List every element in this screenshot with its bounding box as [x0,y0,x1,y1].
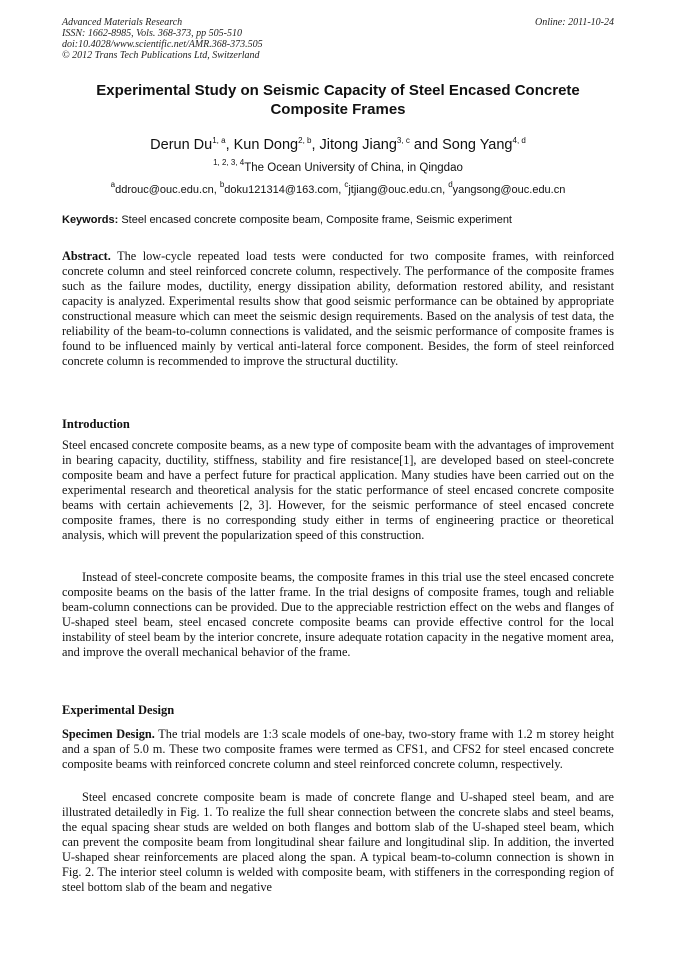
experimental-design-paragraph-2: Steel encased concrete composite beam is made of concrete flange and U-shaped steel beam, and are illustrated detailedly in Fig. 1. To realize the full shear connection between the concrete slabs and steel beams, the equal spacing shear studs are welded on both flanges and bottom slab of the U-shaped steel beam, which can prevent the composite beam from longitudinal shear failure and longitudinal slip. In addition, the inverted U-shaped shear reinforcements are placed along the span. A typical beam-to-column connection is shown in Fig. 2. The interior steel column is welded with composite beam, with stiffeners in the corresponding region of steel bottom slab of the beam and negative [62,790,614,894]
author-affiliation-mark: 2, b [298,136,312,145]
author-affiliation-mark: 3, c [396,136,410,145]
author-name: Derun Du [150,137,213,153]
email-address: jtjiang@ouc.edu.cn [348,184,443,196]
introduction-paragraph-1: Steel encased concrete composite beams, as a new type of composite beam with the advantages of improvement in bearing capacity, ductility, stiffness, stability and fire resistance[1], are developed based on steel-concrete composite beam and have a perfect future for practical application. Many studies have been carried out on the experimental research and theoretical analysis for the static performance of steel encased concrete composite beams with certain achievements [2, 3]. However, for the seismic performance of steel encased concrete composite frames, there is no corresponding study either in terms of engineering practice or theoretical analysis, which will prevent the popularization speed of this construction. [62,438,614,542]
online-date: Online: 2011-10-24 [535,17,614,28]
email-mark: b [219,180,225,189]
abstract [62,249,614,369]
email-address: yangsong@ouc.edu.cn [452,184,566,196]
affiliation-text: The Ocean University of China, in Qingdao [244,162,463,174]
affiliation-marks: 1, 2, 3, 4 [213,158,245,167]
keywords-text: Steel encased concrete composite beam, Composite frame, Seismic experiment [121,214,512,226]
paper-title: Experimental Study on Seismic Capacity of Steel Encased Concrete Composite Frames [96,82,580,118]
journal-name: Advanced Materials Research [62,17,183,28]
specimen-design-paragraph [62,727,614,772]
email-mark: c [344,180,349,189]
author-name: Kun Dong [233,137,299,153]
author-affiliation-mark: 1, a [212,136,226,145]
issn-line: ISSN: 1662-8985, Vols. 368-373, pp 505-510 [62,28,242,39]
author-separator: , [311,137,320,153]
abstract-label: Abstract. [62,249,111,263]
email-mark: a [110,180,116,189]
specimen-design-text: The trial models are 1:3 scale models of one-bay, two-story frame with 1.2 m storey height and a span of 5.0 m. These two composite frames were termed as CFS1, and CFS2 for steel encased concrete composite beams with reinforced concrete column and steel reinforced concrete column, respectively. [62,727,615,771]
author-separator: and [409,137,443,153]
author-list [62,131,614,155]
introduction-heading: Introduction [62,417,130,431]
email-mark: d [448,180,453,189]
copyright-line: © 2012 Trans Tech Publications Ltd, Switzerland [62,50,260,61]
experimental-design-heading: Experimental Design [62,703,175,717]
keywords-label: Keywords: [62,214,119,226]
author-emails: $^a$ddrouc@ouc.edu.cn, $^b$doku121314@163.com, $^c$jtjiang@ouc.edu.cn, $^d$yangsong@ouc.edu.cn [110,180,566,196]
author-separator: , [225,137,234,153]
email-address: doku121314@163.com [224,184,339,196]
doi-line: doi:10.4028/www.scientific.net/AMR.368-373.505 [62,39,263,50]
author-name: Song Yang [442,137,513,153]
journal-header [62,17,263,61]
specimen-design-label: Specimen Design. [62,727,155,741]
keywords [62,213,614,228]
author-name: Jitong Jiang [319,137,397,153]
abstract-text: The low-cycle repeated load tests were conducted for two composite frames, with reinforced concrete column and steel reinforced concrete column, respectively. The performance of the composite frames such as the failure modes, ductility, energy dissipation ability, deformation restored ability, and resistant capacity is analyzed. Experimental results show that good seismic performance can be obtained by appropriate constructional measure which can meet the seismic design requirements. Based on the analysis of test data, the reliability of the beam-to-column connections is validated, and the seismic performance of composite frames is found to be influenced mainly by vertical anti-lateral force component. Besides, the form of steel reinforced concrete column is recommended to improve the structural ductility. [62,249,614,368]
email-address: ddrouc@ouc.edu.cn [115,184,214,196]
affiliation [62,155,614,176]
introduction-paragraph-2: Instead of steel-concrete composite beams, the composite frames in this trial use the steel encased concrete composite beams on the basis of the latter frame. In the trial designs of composite frames, tough and reliable beam-column connections can be provided. Due to the appreciable restriction effect on the webs and flanges of U-shaped steel beam, steel encased concrete composite beams can provide effective control for the local instability of steel beam by the interior concrete, insure adequate rotation capacity in the negative moment area, and improve the overall mechanical behavior of the frame. [62,570,614,659]
author-affiliation-mark: 4, d [512,136,526,145]
